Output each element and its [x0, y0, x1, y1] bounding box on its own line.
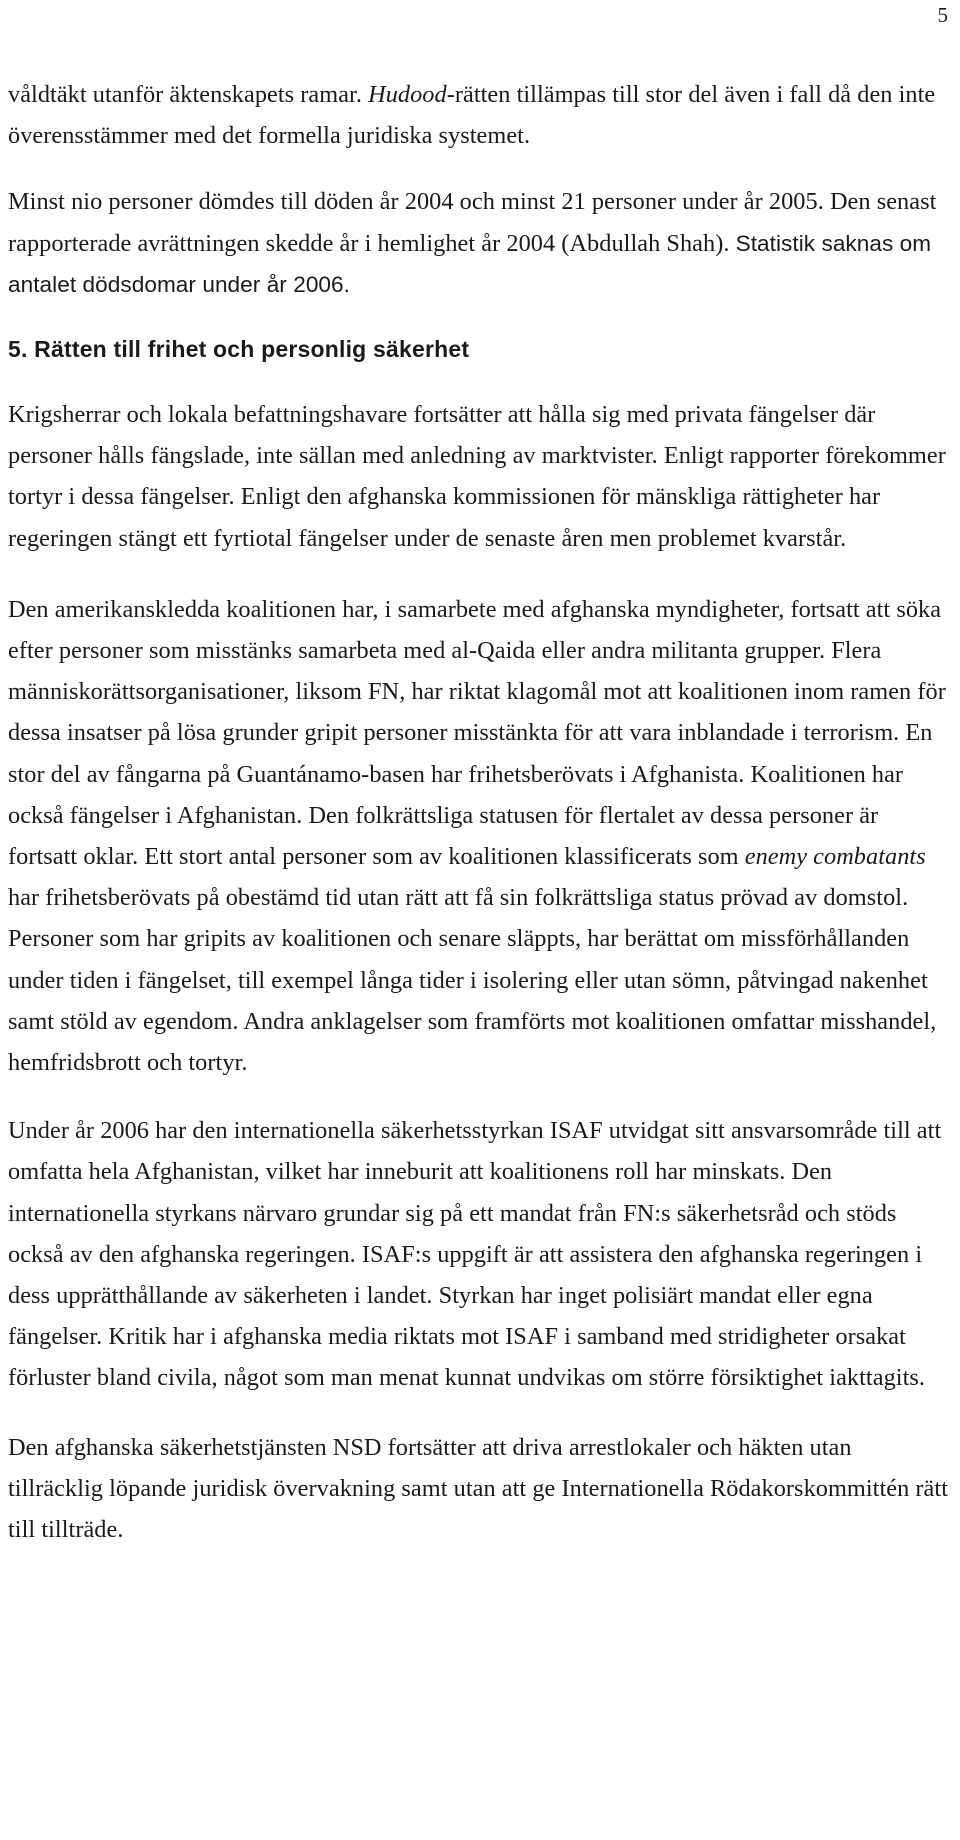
- page-number: 5: [937, 3, 948, 27]
- italic-term-enemy-combatants: enemy combatants: [744, 843, 926, 871]
- paragraph-text: har frihetsberövats på obestämd tid utan rätt att få sin folkrättsliga status prövad av domstol. Personer som har gripits av koalitionen och senare släppts, har berättat om missförhållanden under tiden i fängelset, till exempel långa tider i isolering eller utan sömn, påtvingad nakenhet samt stöld av egendom. Andra anklagelser som framförts mot koalitionen omfattar misshandel, hemfridsbrott och tortyr.: [8, 884, 937, 1077]
- italic-term-hudood: Hudood: [368, 81, 447, 108]
- paragraph-hudood: [8, 74, 948, 156]
- paragraph-text: Minst nio personer dömdes till döden år 2004 och minst 21 personer under år 2005. Den senast rapporterade avrättningen skedde år i hemlighet år 2004 (Abdullah Shah).: [8, 188, 937, 257]
- paragraph-text-sans: Statistik saknas om antalet dödsdomar under år 2006.: [8, 230, 932, 297]
- paragraph-text: våldtäkt utanför äktenskapets ramar.: [8, 81, 369, 108]
- paragraph-private-prisons: Krigsherrar och lokala befattningshavare fortsätter att hålla sig med privata fängelser där personer hålls fängslade, inte sällan med anledning av marktvister. Enligt rapporter förekommer tortyr i dessa fängelser. Enligt den afghanska kommissionen för mänskliga rättigheter har regeringen stängt ett fyrtiotal fängelser under de senaste åren men problemet kvarstår.: [8, 401, 946, 552]
- paragraph-nsd: Den afghanska säkerhetstjänsten NSD fortsätter att driva arrestlokaler och häkten utan tillräcklig löpande juridisk övervakning samt utan att ge Internationella Rödakorskommittén rätt till tillträde.: [8, 1433, 948, 1544]
- paragraph-death-sentences: [8, 181, 948, 305]
- document-body: [8, 74, 948, 1550]
- paragraph-text: Den amerikanskledda koalitionen har, i samarbete med afghanska myndigheter, fortsatt att söka efter personer som misstänks samarbeta med al-Qaida eller andra militanta grupper. Flera människorättsorganisationer, liksom FN, har riktat klagomål mot att koalitionen inom ramen för dessa insatser på lösa grunder gripit personer misstänkta för att vara inblandade i terrorism. En stor del av fångarna på Guantánamo-basen har frihetsberövats i Afghanista. Koalitionen har också fängelser i Afghanistan. Den folkrättsliga statusen för flertalet av dessa personer är fortsatt oklar. Ett stort antal personer som av koalitionen klassificerats som: [8, 595, 946, 871]
- paragraph-text: -rätten tillämpas till stor del även i fall då den inte överensstämmer med det formella juridiska systemet.: [8, 81, 936, 150]
- paragraph-coalition: [8, 589, 948, 1083]
- paragraph-isaf: Under år 2006 har den internationella säkerhetsstyrkan ISAF utvidgat sitt ansvarsområde till att omfatta hela Afghanistan, vilket har inneburit att koalitionens roll har minskats. Den internationella styrkans närvaro grundar sig på ett mandat från FN:s säkerhetsråd och stöds också av den afghanska regeringen. ISAF:s uppgift är att assistera den afghanska regeringen i dess upprätthållande av säkerheten i landet. Styrkan har inget polisiärt mandat eller egna fängelser. Kritik har i afghanska media riktats mot ISAF i samband med stridigheter orsakat förluster bland civila, något som man menat kunnat undvikas om större försiktighet iakttagits.: [8, 1117, 942, 1392]
- section-heading: 5. Rätten till frihet och personlig säkerhet: [8, 336, 470, 363]
